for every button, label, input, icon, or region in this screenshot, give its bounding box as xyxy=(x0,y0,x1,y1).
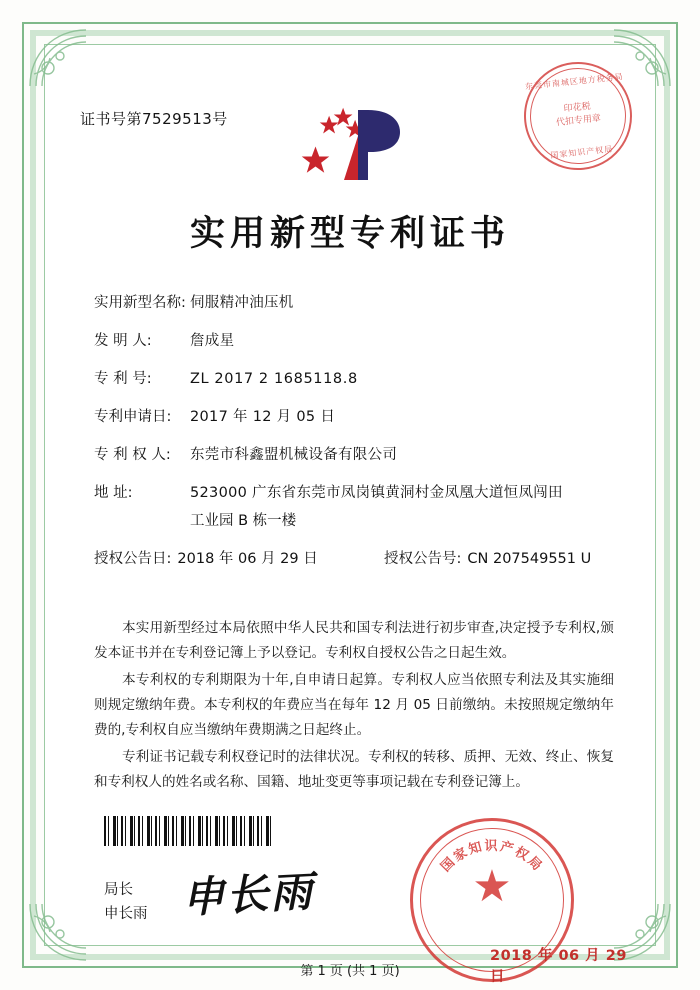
grant-number xyxy=(384,540,614,578)
field-label: 专利申请日: xyxy=(94,409,172,425)
signer-title: 局长 xyxy=(104,882,133,898)
tax-stamp-arc-top: 东莞市南城区地方税务局 xyxy=(524,72,625,92)
paragraph-1: 本实用新型经过本局依照中华人民共和国专利法进行初步审查,决定授予专利权,颁发本证书并在专利登记簿上予以登记。专利权自授权公告之日起生效。 xyxy=(94,620,614,661)
seal-date: 2018 年 06 月 29 日 xyxy=(490,948,627,985)
field-row-patent-number xyxy=(94,360,614,398)
barcode xyxy=(104,816,272,846)
certificate-content xyxy=(54,56,646,985)
field-row-inventor xyxy=(94,322,614,360)
field-label: 发 明 人: xyxy=(94,333,152,349)
grant-info-row xyxy=(94,540,614,578)
tax-stamp-arc-bottom: 国家知识产权局 xyxy=(550,144,614,161)
signer-name: 申长雨 xyxy=(104,906,148,922)
signer-block xyxy=(104,878,148,926)
grant-date xyxy=(94,540,384,578)
page-title: 实用新型专利证书 xyxy=(189,213,510,254)
address-line-2: 工业园 B 栋一楼 xyxy=(190,513,297,529)
field-label: 地 址: xyxy=(94,485,133,501)
svg-text:国家知识产权局: 国家知识产权局 xyxy=(438,839,546,876)
handwritten-signature: 申长雨 xyxy=(180,866,316,923)
field-row-apply-date xyxy=(94,398,614,436)
page-footer: 第 1 页 (共 1 页) xyxy=(300,964,400,979)
grant-number-value: CN 207549551 U xyxy=(467,551,592,567)
field-label: 实用新型名称: xyxy=(94,295,186,311)
seal-star: ★ xyxy=(472,861,512,912)
paragraph-3: 专利证书记载专利权登记时的法律状况。专利权的转移、质押、无效、终止、恢复和专利权人的姓名或名称、国籍、地址变更等事项记载在专利登记簿上。 xyxy=(94,749,614,790)
grant-date-label: 授权公告日: xyxy=(94,551,172,567)
field-value: 523000 广东省东莞市凤岗镇黄洞村金凤凰大道恒凤闯田 xyxy=(190,485,563,501)
fields-list xyxy=(94,284,614,578)
field-value: ZL 2017 2 1685118.8 xyxy=(190,371,358,387)
grant-date-value: 2018 年 06 月 29 日 xyxy=(177,551,318,567)
field-label: 专 利 号: xyxy=(94,371,152,387)
field-value: 伺服精冲油压机 xyxy=(190,295,294,311)
grant-number-label: 授权公告号: xyxy=(384,551,462,567)
tax-stamp-line2: 代扣专用章 xyxy=(555,113,602,129)
field-row-address xyxy=(94,474,614,512)
paragraph-2: 本专利权的专利期限为十年,自申请日起算。专利权人应当依照专利法及其实施细则规定缴纳年费。本专利权的年费应当在每年 12 月 05 日前缴纳。未按照规定缴纳年费的,专利权自应当缴纳年费期满之日起终止。 xyxy=(94,672,614,738)
field-value: 东莞市科鑫盟机械设备有限公司 xyxy=(190,447,398,463)
certificate-number: 证书号第7529513号 xyxy=(80,110,228,128)
field-row-name xyxy=(94,284,614,322)
cnipa-logo-icon xyxy=(300,102,420,192)
tax-stamp-seal xyxy=(519,57,638,176)
field-value: 詹成星 xyxy=(190,333,235,349)
legal-paragraphs xyxy=(94,616,614,797)
field-label: 专 利 权 人: xyxy=(94,447,171,463)
field-row-holder xyxy=(94,436,614,474)
field-value: 2017 年 12 月 05 日 xyxy=(190,409,336,425)
tax-stamp-line1: 印花税 xyxy=(563,101,592,115)
